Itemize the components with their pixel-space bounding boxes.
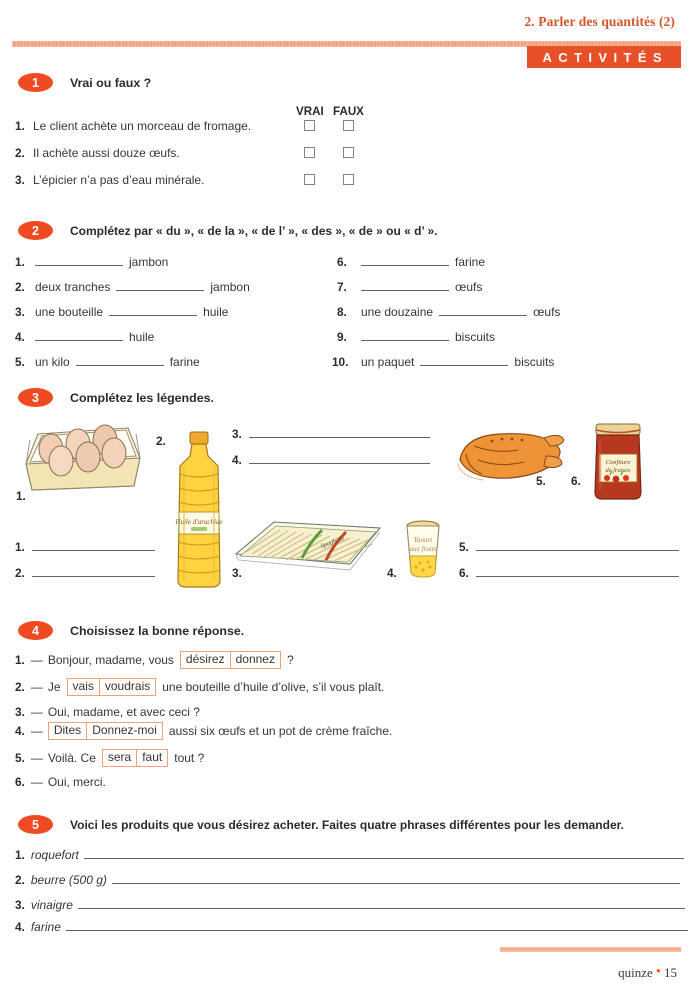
ex5-row-3 xyxy=(15,897,685,912)
ex5-item-2-product: beurre (500 g) xyxy=(30,873,107,887)
ex3-answer-2-number: 2. xyxy=(15,566,25,580)
ex2-item-5-after: farine xyxy=(169,355,200,369)
ex4-row-4 xyxy=(15,722,392,740)
activites-label: ACTIVITÉS xyxy=(542,49,668,65)
ex4-item-1-pre: Bonjour, madame, vous xyxy=(47,653,174,667)
svg-text:Spaghetti: Spaghetti xyxy=(319,535,346,551)
ex2-item-3-number: 3. xyxy=(15,305,25,319)
ex4-item-5-post: tout ? xyxy=(174,751,205,765)
ex3-picture-caption-5: 5. xyxy=(536,474,546,488)
ex2-item-3-blank[interactable] xyxy=(109,304,197,316)
ex4-item-2-dash: — xyxy=(30,680,43,694)
ex2-item-4-after: huile xyxy=(129,330,155,344)
ex2-item-8-number: 8. xyxy=(337,305,347,319)
ex4-item-1-dash: — xyxy=(30,653,43,667)
ex3-picture-caption-3: 3. xyxy=(232,566,242,580)
footer-rule xyxy=(500,947,681,952)
ex2-row-9 xyxy=(337,329,495,344)
ex2-row-6 xyxy=(337,254,485,269)
ex2-item-5-number: 5. xyxy=(15,355,25,369)
exercise-1-header xyxy=(18,73,151,92)
ex3-answer-6-blank[interactable] xyxy=(476,566,679,577)
ex2-item-3-after: huile xyxy=(203,305,229,319)
ex3-answer-line-2 xyxy=(15,566,155,580)
folio-bullet-icon: • xyxy=(655,964,661,980)
ex2-item-10-number: 10. xyxy=(332,355,349,369)
ex4-item-5-number: 5. xyxy=(15,751,25,765)
pasta-package-illustration xyxy=(230,514,390,576)
exercise-4-badge: 4 xyxy=(18,621,53,640)
exercise-4-header xyxy=(18,621,244,640)
ex2-item-5-before: un kilo xyxy=(35,355,70,369)
exercise-1-title: Vrai ou faux ? xyxy=(70,75,152,90)
ex4-row-5 xyxy=(15,749,204,767)
ex5-row-1 xyxy=(15,847,684,862)
ex3-answer-5-number: 5. xyxy=(459,540,469,554)
ex1-item-1-number: 1. xyxy=(15,119,25,133)
exercise-5-header xyxy=(18,815,624,834)
ex2-item-3-before: une bouteille xyxy=(35,305,104,319)
column-header-vrai: VRAI xyxy=(296,105,324,118)
chapter-title: 2. Parler des quantités (2) xyxy=(524,14,675,29)
ex2-item-4-blank[interactable] xyxy=(35,329,123,341)
ex1-checkbox-3-faux[interactable] xyxy=(343,174,354,185)
ex2-item-9-number: 9. xyxy=(337,330,347,344)
jam-jar-illustration xyxy=(588,422,648,502)
folio-number: 15 xyxy=(664,965,677,980)
ex4-item-5-choice-1[interactable]: sera xyxy=(102,749,137,767)
ex3-answer-3-number: 3. xyxy=(232,427,242,441)
ex3-answer-4-blank[interactable] xyxy=(249,453,430,464)
ex1-item-1-text: Le client achète un morceau de fromage. xyxy=(33,119,252,133)
ex1-checkbox-1-faux[interactable] xyxy=(343,120,354,131)
ex2-row-4 xyxy=(15,329,154,344)
ex3-picture-caption-6: 6. xyxy=(571,474,581,488)
folio-word: quinze xyxy=(618,965,653,980)
column-header-faux: FAUX xyxy=(333,105,364,118)
ex4-item-5-dash: — xyxy=(30,751,43,765)
ex2-item-8-before: une douzaine xyxy=(361,305,434,319)
ex2-item-10-blank[interactable] xyxy=(420,354,508,366)
exercise-3-title: Complétez les légendes. xyxy=(70,390,214,405)
svg-text:de fraises: de fraises xyxy=(605,467,631,474)
ex3-answer-line-4 xyxy=(232,453,430,467)
ex3-answer-4-number: 4. xyxy=(232,453,242,467)
ex4-item-4-number: 4. xyxy=(15,724,25,738)
ex3-answer-3-blank[interactable] xyxy=(249,427,430,438)
ex2-row-8 xyxy=(337,304,560,319)
ex2-row-5 xyxy=(15,354,200,369)
ex1-item-3-number: 3. xyxy=(15,173,25,187)
ex2-item-7-after: œufs xyxy=(455,280,483,294)
ex1-checkbox-1-vrai[interactable] xyxy=(304,120,315,131)
ex4-item-4-post: aussi six œufs et un pot de crème fraîche. xyxy=(168,724,393,738)
ex4-item-5-pre: Voilà. Ce xyxy=(47,751,96,765)
ex3-answer-2-blank[interactable] xyxy=(32,566,155,577)
egg-carton-illustration xyxy=(16,418,146,494)
ex4-item-2-number: 2. xyxy=(15,680,25,694)
ex2-item-6-after: farine xyxy=(455,255,486,269)
ex2-row-10 xyxy=(332,354,554,369)
ex2-item-7-blank[interactable] xyxy=(361,279,449,291)
ex4-item-6-dash: — xyxy=(30,775,43,789)
ex3-answer-5-blank[interactable] xyxy=(476,540,679,551)
svg-text:Confiture: Confiture xyxy=(605,459,631,466)
ex4-item-2-choice-2[interactable]: voudrais xyxy=(100,678,156,696)
ex2-item-9-blank[interactable] xyxy=(361,329,449,341)
exercise-2-title: Complétez par « du », « de la », « de l’ », « des », « de » ou « d’ ». xyxy=(70,223,438,238)
exercise-2-badge: 2 xyxy=(18,221,53,240)
ex3-answer-line-3 xyxy=(232,427,430,441)
ex5-item-1-blank[interactable] xyxy=(84,847,684,859)
ex2-item-6-number: 6. xyxy=(337,255,347,269)
ex1-checkbox-3-vrai[interactable] xyxy=(304,174,315,185)
svg-text:Yaourt: Yaourt xyxy=(413,536,433,544)
ex1-item-2-number: 2. xyxy=(15,146,25,160)
exercise-1-badge: 1 xyxy=(18,73,53,92)
ex4-row-2 xyxy=(15,678,384,696)
ex2-row-1 xyxy=(15,254,168,269)
ex4-item-4-choice-2[interactable]: Donnez-moi xyxy=(87,722,163,740)
ex3-picture-caption-1: 1. xyxy=(16,489,26,503)
exercise-3-badge: 3 xyxy=(18,388,53,407)
ex2-item-10-before: un paquet xyxy=(361,355,415,369)
ex4-item-6-pre: Oui, merci. xyxy=(47,775,106,789)
ex5-item-2-blank[interactable] xyxy=(112,872,680,884)
ex4-item-6-number: 6. xyxy=(15,775,25,789)
ex2-item-1-number: 1. xyxy=(15,255,25,269)
ex2-item-2-after: jambon xyxy=(210,280,250,294)
exercise-3-header xyxy=(18,388,214,407)
ex1-row-1 xyxy=(15,119,251,133)
ex4-item-1-post: ? xyxy=(286,653,294,667)
ex2-item-1-after: jambon xyxy=(129,255,169,269)
ex3-picture-caption-2: 2. xyxy=(156,434,166,448)
ex3-answer-1-blank[interactable] xyxy=(32,540,155,551)
ex1-item-2-text: Il achète aussi douze œufs. xyxy=(33,146,180,160)
svg-text:aux fruits: aux fruits xyxy=(409,545,437,553)
ex4-row-3 xyxy=(15,705,200,719)
ex2-item-8-after: œufs xyxy=(533,305,561,319)
ex2-item-5-blank[interactable] xyxy=(76,354,164,366)
ex4-row-6 xyxy=(15,775,106,789)
ex2-item-1-blank[interactable] xyxy=(35,254,123,266)
exercise-5-badge: 5 xyxy=(18,815,53,834)
ex5-item-4-blank[interactable] xyxy=(66,919,688,931)
ex3-answer-line-5 xyxy=(459,540,679,554)
ex1-checkbox-2-vrai[interactable] xyxy=(304,147,315,158)
ex3-picture-caption-4: 4. xyxy=(387,566,397,580)
ex2-item-10-after: biscuits xyxy=(514,355,555,369)
exercise-2-header xyxy=(18,221,437,240)
ex2-item-4-number: 4. xyxy=(15,330,25,344)
ex4-item-1-number: 1. xyxy=(15,653,25,667)
ex5-row-2 xyxy=(15,872,680,887)
activites-banner xyxy=(527,46,682,68)
ex4-item-2-pre: Je xyxy=(47,680,61,694)
ex2-item-2-before: deux tranches xyxy=(35,280,111,294)
ex4-item-1-choice-2[interactable]: donnez xyxy=(231,651,281,669)
ex3-answer-line-6 xyxy=(459,566,679,580)
ex5-item-3-number: 3. xyxy=(15,898,25,912)
ex2-row-2 xyxy=(15,279,250,294)
ex5-item-1-product: roquefort xyxy=(30,848,79,862)
ex1-row-3 xyxy=(15,173,204,187)
ex5-row-4 xyxy=(15,919,688,934)
oil-bottle-illustration xyxy=(170,430,228,590)
ex2-item-6-blank[interactable] xyxy=(361,254,449,266)
ex5-item-2-number: 2. xyxy=(15,873,25,887)
ex4-item-2-choice-1[interactable]: vais xyxy=(67,678,100,696)
ex4-item-3-dash: — xyxy=(30,705,43,719)
yogurt-jar-illustration xyxy=(400,518,446,580)
ex5-item-4-number: 4. xyxy=(15,920,25,934)
ex2-item-2-blank[interactable] xyxy=(116,279,204,291)
ex5-item-3-blank[interactable] xyxy=(78,897,685,909)
svg-text:Huile d'arachide: Huile d'arachide xyxy=(175,518,223,526)
ex5-item-1-number: 1. xyxy=(15,848,25,862)
ex3-answer-1-number: 1. xyxy=(15,540,25,554)
ex5-item-4-product: farine xyxy=(30,920,61,934)
ex2-item-8-blank[interactable] xyxy=(439,304,527,316)
ex2-row-3 xyxy=(15,304,228,319)
ex4-item-3-number: 3. xyxy=(15,705,25,719)
ex5-item-3-product: vinaigre xyxy=(30,898,73,912)
ex4-item-3-pre: Oui, madame, et avec ceci ? xyxy=(47,705,200,719)
page-folio xyxy=(618,964,677,981)
ex2-item-2-number: 2. xyxy=(15,280,25,294)
ex4-item-2-post: une bouteille d’huile d’olive, s’il vous plaît. xyxy=(162,680,385,694)
ex2-item-9-after: biscuits xyxy=(455,330,496,344)
ex3-answer-6-number: 6. xyxy=(459,566,469,580)
ex2-row-7 xyxy=(337,279,482,294)
ex1-item-3-text: L’épicier n’a pas d’eau minérale. xyxy=(33,173,205,187)
ex3-answer-line-1 xyxy=(15,540,155,554)
ex4-item-5-choice-2[interactable]: faut xyxy=(137,749,168,767)
exercise-5-title: Voici les produits que vous désirez acheter. Faites quatre phrases différentes pour les demander. xyxy=(70,817,624,832)
exercise-4-title: Choisissez la bonne réponse. xyxy=(70,623,245,638)
roast-chicken-illustration xyxy=(448,424,568,486)
ex4-item-1-choice-1[interactable]: désirez xyxy=(180,651,231,669)
ex2-item-7-number: 7. xyxy=(337,280,347,294)
ex4-item-4-dash: — xyxy=(30,724,43,738)
ex1-checkbox-2-faux[interactable] xyxy=(343,147,354,158)
ex4-row-1 xyxy=(15,651,294,669)
ex1-row-2 xyxy=(15,146,180,160)
ex4-item-4-choice-1[interactable]: Dites xyxy=(48,722,87,740)
